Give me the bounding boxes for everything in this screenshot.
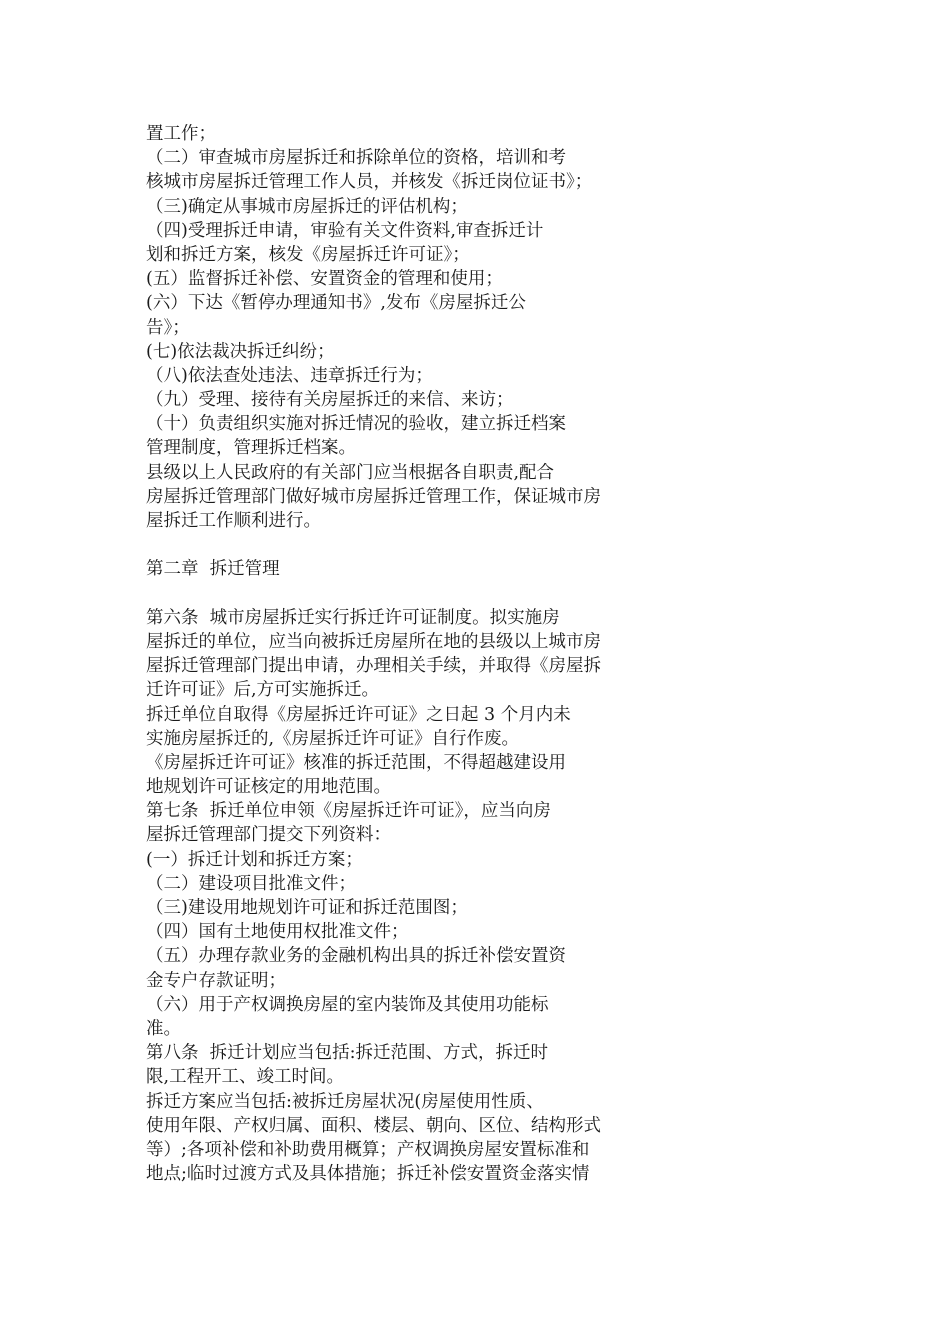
text-line: （十）负责组织实施对拆迁情况的验收，建立拆迁档案: [146, 414, 566, 435]
text-line: 地点;临时过渡方式及具体措施；拆迁补偿安置资金落实情: [146, 1164, 590, 1185]
text-line: 地规划许可证核定的用地范围。: [146, 777, 391, 798]
text-line: 第八条 拆迁计划应当包括:拆迁范围、方式，拆迁时: [146, 1043, 549, 1064]
text-line: 屋拆迁工作顺利进行。: [146, 511, 321, 531]
text-line: 使用年限、产权归属、面积、楼层、朝向、区位、结构形式: [146, 1115, 601, 1136]
text-line: （二）建设项目批准文件；: [146, 873, 356, 894]
text-line: 县级以上人民政府的有关部门应当根据各自职责,配合: [146, 462, 555, 483]
text-line: （二）审查城市房屋拆迁和拆除单位的资格，培训和考: [146, 148, 566, 169]
text-line: (六）下达《暂停办理通知书》,发布《房屋拆迁公: [146, 293, 526, 314]
text-line: 划和拆迁方案，核发《房屋拆迁许可证》；: [146, 244, 470, 265]
text-line: 准。: [146, 1018, 181, 1039]
text-line: （四）国有土地使用权批准文件；: [146, 922, 409, 943]
text-line: （九）受理、接待有关房屋拆迁的来信、来访；: [146, 390, 514, 411]
chapter-heading: 第二章 拆迁管理: [146, 559, 280, 580]
text-line: 金专户存款证明；: [146, 970, 286, 991]
text-line: (七)依法裁决拆迁纠纷；: [146, 341, 335, 362]
text-line: 第六条 城市房屋拆迁实行拆迁许可证制度。拟实施房: [146, 607, 560, 628]
text-line: 《房屋拆迁许可证》核准的拆迁范围，不得超越建设用: [146, 752, 566, 773]
text-line: (五）监督拆迁补偿、安置资金的管理和使用；: [146, 269, 503, 290]
text-line: 屋拆迁的单位，应当向被拆迁房屋所在地的县级以上城市房: [146, 631, 601, 652]
text-line: 实施房屋拆迁的,《房屋拆迁许可证》自行作废。: [146, 728, 520, 749]
text-line: (一）拆迁计划和拆迁方案；: [146, 849, 363, 870]
text-line: 房屋拆迁管理部门做好城市房屋拆迁管理工作，保证城市房: [146, 486, 601, 507]
text-line: （八)依法查处违法、违章拆迁行为；: [146, 365, 433, 386]
text-line: 等）;各项补偿和补助费用概算；产权调换房屋安置标准和: [146, 1139, 590, 1160]
text-line: （五）办理存款业务的金融机构出具的拆迁补偿安置资: [146, 946, 566, 967]
text-line: 迁许可证》后,方可实施拆迁。: [146, 680, 380, 701]
text-line: 第七条 拆迁单位申领《房屋拆迁许可证》，应当向房: [146, 801, 551, 822]
text-line: （三)确定从事城市房屋拆迁的评估机构；: [146, 196, 468, 217]
text-line: （三)建设用地规划许可证和拆迁范围图；: [146, 898, 468, 918]
text-line: 告》；: [146, 317, 190, 338]
blank-line: [146, 582, 666, 606]
text-line: 限,工程开工、竣工时间。: [146, 1067, 345, 1088]
blank-line: [146, 533, 666, 557]
text-line: 核城市房屋拆迁管理工作人员，并核发《拆迁岗位证书》；: [146, 172, 593, 193]
text-line: 拆迁单位自取得《房屋拆迁许可证》之日起 3 个月内未: [146, 704, 571, 725]
text-line: 置工作；: [146, 124, 216, 144]
text-line: （六）用于产权调换房屋的室内装饰及其使用功能标: [146, 994, 549, 1015]
text-line: 屋拆迁管理部门提交下列资料：: [146, 825, 391, 846]
text-line: 屋拆迁管理部门提出申请，办理相关手续，并取得《房屋拆: [146, 656, 601, 677]
text-line: 拆迁方案应当包括:被拆迁房屋状况(房屋使用性质、: [146, 1091, 544, 1112]
text-line: （四)受理拆迁申请，审验有关文件资料,审查拆迁计: [146, 220, 544, 241]
document-body: [146, 122, 666, 1186]
text-line: 管理制度，管理拆迁档案。: [146, 438, 356, 459]
